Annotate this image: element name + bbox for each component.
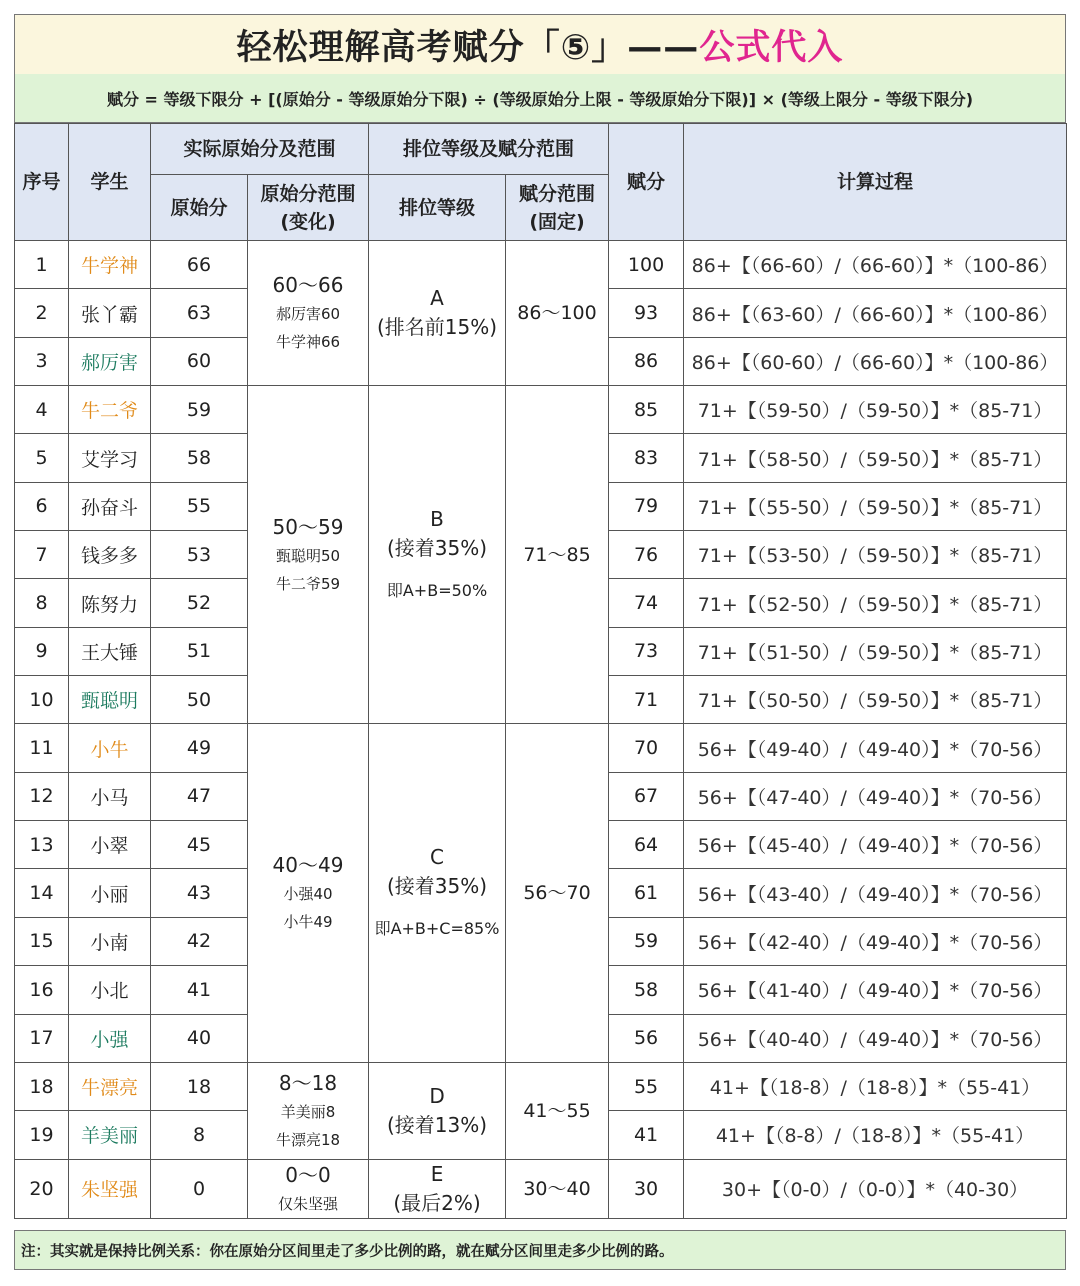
raw-score: 52 (151, 579, 248, 627)
student-name: 牛漂亮 (69, 1062, 151, 1110)
score-range-cell: 86～100 (506, 241, 609, 386)
header-raw-range: 原始分范围 (变化) (248, 175, 369, 241)
calc-process: 71+【（50-50）/（59-50）】*（85-71） (684, 676, 1067, 724)
header-score-range: 赋分范围 (固定) (506, 175, 609, 241)
final-score: 100 (609, 241, 684, 289)
student-name: 朱坚强 (69, 1159, 151, 1218)
raw-range-cell: 0～0 仅朱坚强 (248, 1159, 369, 1218)
header-index: 序号 (15, 124, 69, 241)
final-score: 41 (609, 1111, 684, 1159)
student-name: 艾学习 (69, 434, 151, 482)
row-index: 5 (15, 434, 69, 482)
row-index: 14 (15, 869, 69, 917)
table-row (15, 1159, 1067, 1218)
final-score: 93 (609, 289, 684, 337)
raw-score: 8 (151, 1111, 248, 1159)
final-score: 59 (609, 917, 684, 965)
final-score: 56 (609, 1014, 684, 1062)
score-range-cell: 56～70 (506, 724, 609, 1062)
row-index: 17 (15, 1014, 69, 1062)
student-name: 王大锤 (69, 627, 151, 675)
student-name: 陈努力 (69, 579, 151, 627)
header-grade-group: 排位等级及赋分范围 (369, 124, 609, 175)
table-row (15, 1062, 1067, 1110)
header-score: 赋分 (609, 124, 684, 241)
row-index: 9 (15, 627, 69, 675)
row-index: 7 (15, 531, 69, 579)
final-score: 79 (609, 482, 684, 530)
final-score: 73 (609, 627, 684, 675)
raw-score: 51 (151, 627, 248, 675)
calc-process: 71+【（58-50）/（59-50）】*（85-71） (684, 434, 1067, 482)
raw-range-cell: 8～18 羊美丽8 牛漂亮18 (248, 1062, 369, 1159)
student-name: 羊美丽 (69, 1111, 151, 1159)
raw-range-cell: 50～59 甄聪明50 牛二爷59 (248, 386, 369, 724)
grade-cell: A (排名前15%) (369, 241, 506, 386)
raw-score: 59 (151, 386, 248, 434)
final-score: 83 (609, 434, 684, 482)
calc-process: 56+【（42-40）/（49-40）】*（70-56） (684, 917, 1067, 965)
table-body (15, 241, 1067, 1219)
student-name: 钱多多 (69, 531, 151, 579)
header-grade: 排位等级 (369, 175, 506, 241)
student-name: 小南 (69, 917, 151, 965)
row-index: 6 (15, 482, 69, 530)
score-table (14, 123, 1067, 1219)
calc-process: 56+【（40-40）/（49-40）】*（70-56） (684, 1014, 1067, 1062)
final-score: 86 (609, 337, 684, 385)
raw-score: 18 (151, 1062, 248, 1110)
raw-score: 58 (151, 434, 248, 482)
page-title (14, 14, 1066, 75)
row-index: 12 (15, 772, 69, 820)
calc-process: 71+【（51-50）/（59-50）】*（85-71） (684, 627, 1067, 675)
raw-score: 55 (151, 482, 248, 530)
final-score: 58 (609, 966, 684, 1014)
title-main: 轻松理解高考赋分「⑤」—— (236, 27, 700, 68)
row-index: 16 (15, 966, 69, 1014)
student-name: 小翠 (69, 821, 151, 869)
final-score: 74 (609, 579, 684, 627)
row-index: 4 (15, 386, 69, 434)
footnote (14, 1230, 1066, 1270)
raw-score: 42 (151, 917, 248, 965)
row-index: 13 (15, 821, 69, 869)
raw-score: 47 (151, 772, 248, 820)
raw-score: 40 (151, 1014, 248, 1062)
score-range-cell: 41～55 (506, 1062, 609, 1159)
final-score: 71 (609, 676, 684, 724)
student-name: 小牛 (69, 724, 151, 772)
raw-range-cell: 60～66 郝厉害60 牛学神66 (248, 241, 369, 386)
student-name: 牛学神 (69, 241, 151, 289)
row-index: 18 (15, 1062, 69, 1110)
student-name: 牛二爷 (69, 386, 151, 434)
raw-score: 43 (151, 869, 248, 917)
raw-score: 66 (151, 241, 248, 289)
calc-process: 56+【（49-40）/（49-40）】*（70-56） (684, 724, 1067, 772)
table-row (15, 724, 1067, 772)
table-row (15, 241, 1067, 289)
header-calc: 计算过程 (684, 124, 1067, 241)
final-score: 67 (609, 772, 684, 820)
final-score: 70 (609, 724, 684, 772)
grade-cell: B (接着35%) 即A+B=50% (369, 386, 506, 724)
calc-process: 86+【（63-60）/（66-60）】*（100-86） (684, 289, 1067, 337)
calc-process: 56+【（47-40）/（49-40）】*（70-56） (684, 772, 1067, 820)
student-name: 甄聪明 (69, 676, 151, 724)
calc-process: 56+【（41-40）/（49-40）】*（70-56） (684, 966, 1067, 1014)
score-range-cell: 30～40 (506, 1159, 609, 1218)
final-score: 55 (609, 1062, 684, 1110)
final-score: 76 (609, 531, 684, 579)
raw-score: 41 (151, 966, 248, 1014)
grade-cell: D (接着13%) (369, 1062, 506, 1159)
header-student: 学生 (69, 124, 151, 241)
calc-process: 56+【（43-40）/（49-40）】*（70-56） (684, 869, 1067, 917)
table-row (15, 386, 1067, 434)
calc-process: 71+【（59-50）/（59-50）】*（85-71） (684, 386, 1067, 434)
row-index: 1 (15, 241, 69, 289)
score-range-cell: 71～85 (506, 386, 609, 724)
final-score: 64 (609, 821, 684, 869)
calc-process: 56+【（45-40）/（49-40）】*（70-56） (684, 821, 1067, 869)
calc-process: 71+【（52-50）/（59-50）】*（85-71） (684, 579, 1067, 627)
student-name: 孙奋斗 (69, 482, 151, 530)
header-raw: 原始分 (151, 175, 248, 241)
raw-score: 49 (151, 724, 248, 772)
student-name: 小北 (69, 966, 151, 1014)
final-score: 85 (609, 386, 684, 434)
raw-range-cell: 40～49 小强40 小牛49 (248, 724, 369, 1062)
row-index: 10 (15, 676, 69, 724)
student-name: 小马 (69, 772, 151, 820)
calc-process: 86+【（60-60）/（66-60）】*（100-86） (684, 337, 1067, 385)
footnote-text: 注：其实就是保持比例关系：你在原始分区间里走了多少比例的路，就在赋分区间里走多少比例的路。 (21, 1243, 674, 1260)
calc-process: 41+【（8-8）/（18-8）】*（55-41） (684, 1111, 1067, 1159)
student-name: 张丫霸 (69, 289, 151, 337)
student-name: 小丽 (69, 869, 151, 917)
raw-score: 50 (151, 676, 248, 724)
calc-process: 41+【（18-8）/（18-8）】*（55-41） (684, 1062, 1067, 1110)
final-score: 30 (609, 1159, 684, 1218)
row-index: 19 (15, 1111, 69, 1159)
row-index: 15 (15, 917, 69, 965)
infographic (14, 14, 1066, 1272)
raw-score: 60 (151, 337, 248, 385)
grade-cell: C (接着35%) 即A+B+C=85% (369, 724, 506, 1062)
header-raw-group: 实际原始分及范围 (151, 124, 369, 175)
calc-process: 86+【（66-60）/（66-60）】*（100-86） (684, 241, 1067, 289)
row-index: 8 (15, 579, 69, 627)
row-index: 2 (15, 289, 69, 337)
row-index: 20 (15, 1159, 69, 1218)
raw-score: 0 (151, 1159, 248, 1218)
student-name: 小强 (69, 1014, 151, 1062)
final-score: 61 (609, 869, 684, 917)
formula-text: 赋分 = 等级下限分 + [(原始分 - 等级原始分下限) ÷ (等级原始分上限 - 等级原始分下限)] × (等级上限分 - 等级下限分) (106, 89, 974, 109)
grade-cell: E (最后2%) (369, 1159, 506, 1218)
row-index: 11 (15, 724, 69, 772)
student-name: 郝厉害 (69, 337, 151, 385)
row-index: 3 (15, 337, 69, 385)
raw-score: 45 (151, 821, 248, 869)
raw-score: 53 (151, 531, 248, 579)
formula-banner (14, 74, 1066, 123)
title-accent: 公式代入 (699, 27, 844, 68)
calc-process: 71+【（55-50）/（59-50）】*（85-71） (684, 482, 1067, 530)
calc-process: 30+【（0-0）/（0-0）】*（40-30） (684, 1159, 1067, 1218)
calc-process: 71+【（53-50）/（59-50）】*（85-71） (684, 531, 1067, 579)
raw-score: 63 (151, 289, 248, 337)
